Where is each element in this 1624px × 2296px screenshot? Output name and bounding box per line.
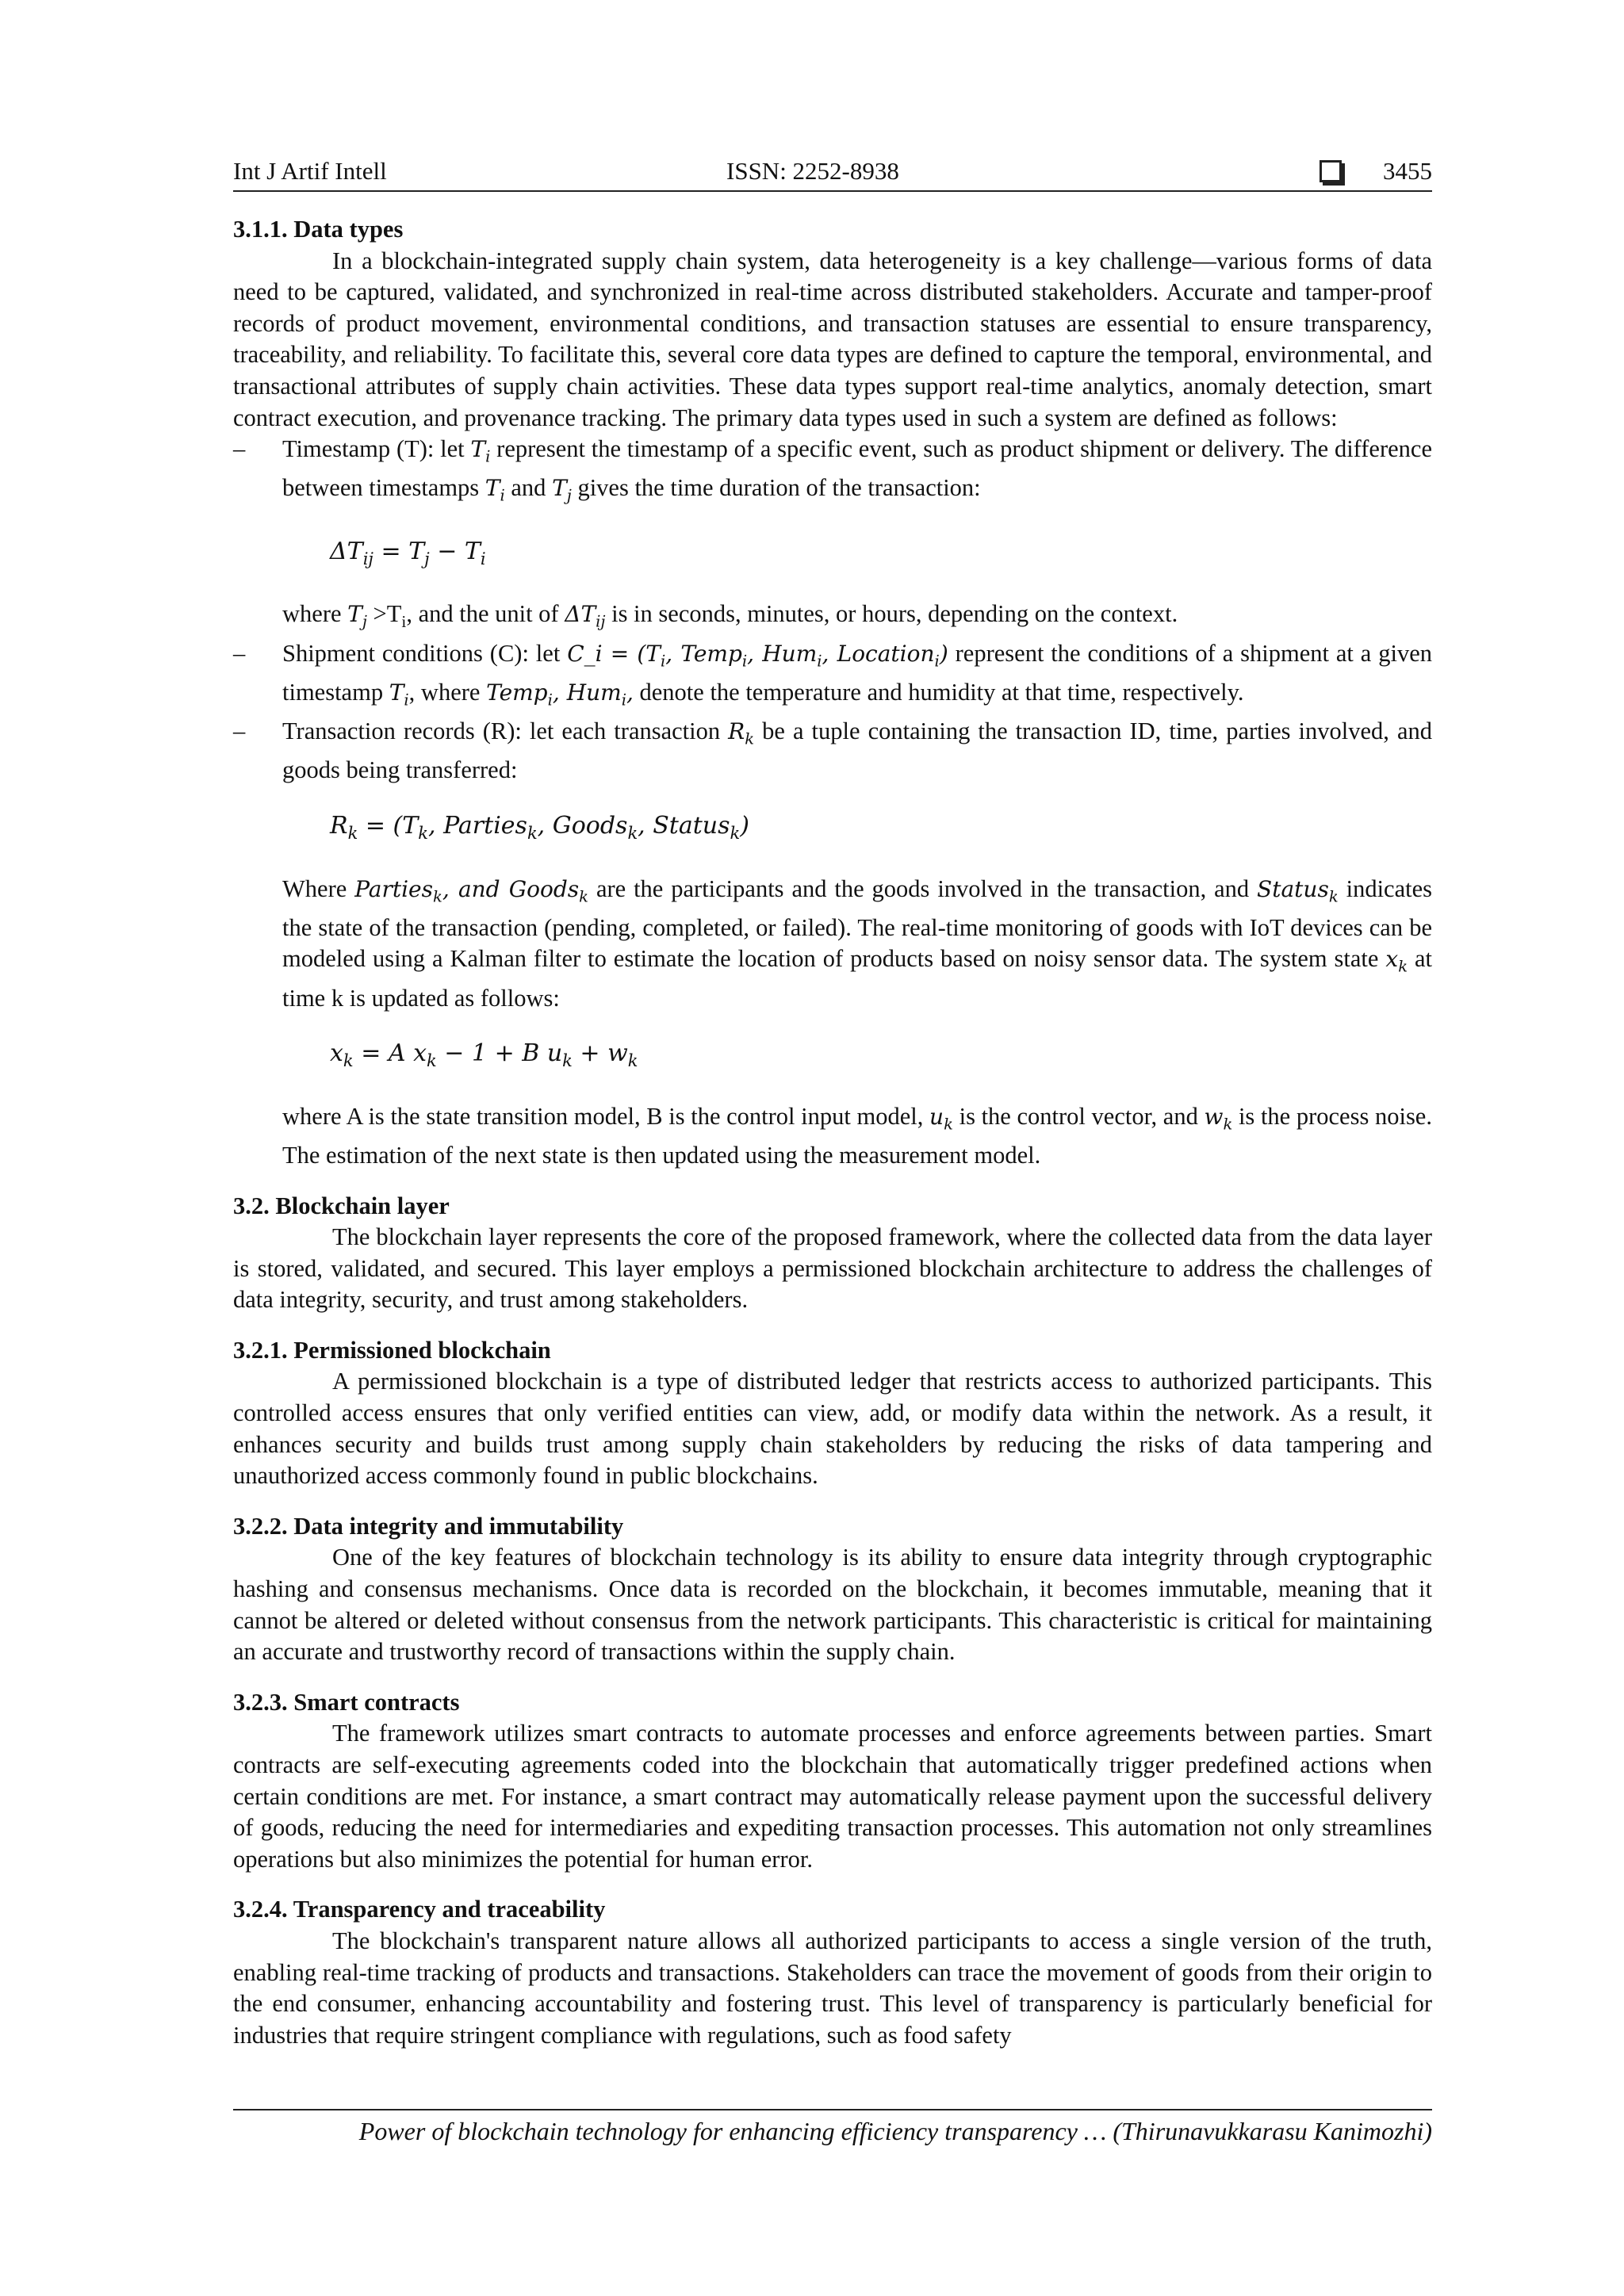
heading-3-2: 3.2. Blockchain layer xyxy=(233,1192,450,1219)
data-types-intro: In a blockchain-integrated supply chain system, data heterogeneity is a key challenge—various forms of data need to be captured, validated, and synchronized in real-time across distributed stakeholders. Accurate and tamper-proof records of product movement, environmental conditions, and transaction statuses are essential to ensure transparency, traceability, and reliability. To facilitate this, several core data types are defined to capture the temporal, environmental, and transactional attributes of supply chain activities. These data types support real-time analytics, anomaly detection, smart contract execution, and provenance tracking. The primary data types used in such a system are defined as follows: xyxy=(233,247,1432,431)
equation-kalman-state: $x_k = A$ $x_k - 1 + B$ $u_k + w_k$ xyxy=(330,1039,638,1071)
smart-contracts-text: The framework utilizes smart contracts to automate processes and enforce agreements between parties. Smart contracts are self-executing agreements coded into the blockchain that automatically trigger predefined actions when certain conditions are met. For instance, a smart contract may automatically release payment upon the successful delivery of goods, reducing the need for intermediaries and expediting transaction processes. This automation not only streamlines operations but also minimizes the potential for human error. xyxy=(233,1720,1432,1873)
running-header xyxy=(233,155,1432,192)
page-number: 3455 xyxy=(1383,157,1432,185)
body-content xyxy=(233,214,1432,2051)
equation-time-difference: $\Delta T_{ij} = T_j - T_i$ xyxy=(330,537,486,568)
transaction-note: Where Parties$_k$, and Goods$_k$ are the participants and the goods involved in the transaction, and Status$_k$ indicates the state of the transaction (pending, completed, or failed). The real-time monitoring of goods with IoT devices can be modeled using a Kalman filter to estimate the location of products based on noisy sensor data. The system state $x_k$ at time k is updated as follows: xyxy=(282,874,1433,1012)
square-bullet-icon xyxy=(1320,160,1342,182)
blockchain-layer-text: The blockchain layer represents the core of the proposed framework, where the collected data from the data layer is stored, validated, and secured. This layer employs a permissioned blockchain architecture to address the challenges of data integrity, security, and trust among stakeholders. xyxy=(233,1223,1432,1314)
issn: ISSN: 2252-8938 xyxy=(726,157,899,185)
heading-3-2-1: 3.2.1. Permissioned blockchain xyxy=(233,1336,551,1364)
time-difference-note: where $T_j >T_i$, and the unit of $\Delta T_{ij}$ is in seconds, minutes, or hours, depending on the context. xyxy=(282,600,1178,632)
list-item-shipment-conditions: – Shipment conditions (C): let C_i = ($T_i$, Temp$_i$, Hum$_i$, Location$_i$) represent the conditions of a shipment at a given timestamp $T_i$, where Temp$_i$, Hum$_i$, denote the temperature and humidity at that time, respectively. xyxy=(233,638,1432,716)
journal-name: Int J Artif Intell xyxy=(233,157,387,185)
kalman-note: where A is the state transition model, B is the control input model, $u_k$ is the control vector, and $w_k$ is the process noise. The estimation of the next state is then updated using the measurement model. xyxy=(282,1102,1432,1169)
running-footer: Power of blockchain technology for enhancing efficiency transparency … (Thirunavukkarasu Kanimozhi) xyxy=(233,2109,1432,2149)
heading-3-1-1: 3.1.1. Data types xyxy=(233,216,404,243)
list-item-transaction-records: – Transaction records (R): let each transaction $R_k$ be a tuple containing the transaction ID, time, parties involved, and goods being transferred: xyxy=(233,716,1432,786)
permissioned-blockchain-text: A permissioned blockchain is a type of distributed ledger that restricts access to authorized participants. This controlled access ensures that only verified entities can view, add, or modify data within the network. As a result, it enhances security and builds trust among supply chain stakeholders by reducing the risks of data tampering and unauthorized access commonly found in public blockchains. xyxy=(233,1368,1432,1490)
equation-transaction-tuple: $R_k = (T_k$, Parties$_k$, Goods$_k$, Status$_k$) xyxy=(330,811,749,843)
data-integrity-text: One of the key features of blockchain technology is its ability to ensure data integrity through cryptographic hashing and consensus mechanisms. Once data is recorded on the blockchain, it becomes immutable, meaning that it cannot be altered or deleted without consensus from the network participants. This characteristic is critical for maintaining an accurate and trustworthy record of transactions within the supply chain. xyxy=(233,1544,1432,1666)
heading-3-2-4: 3.2.4. Transparency and traceability xyxy=(233,1896,606,1923)
list-item-timestamp: – Timestamp (T): let $T_i$ represent the timestamp of a specific event, such as product shipment or delivery. The difference between timestamps $T_i$ and $T_j$ gives the time duration of the transaction: xyxy=(233,434,1432,511)
data-types-list xyxy=(233,434,1432,511)
transparency-text: The blockchain's transparent nature allows all authorized participants to access a single version of the truth, enabling real-time tracking of products and transactions. Stakeholders can trace the movement of goods from their origin to the end consumer, enhancing accountability and fostering trust. This level of transparency is particularly beneficial for industries that require stringent compliance with regulations, such as food safety xyxy=(233,1927,1432,2049)
heading-3-2-2: 3.2.2. Data integrity and immutability xyxy=(233,1512,624,1540)
heading-3-2-3: 3.2.3. Smart contracts xyxy=(233,1688,460,1716)
